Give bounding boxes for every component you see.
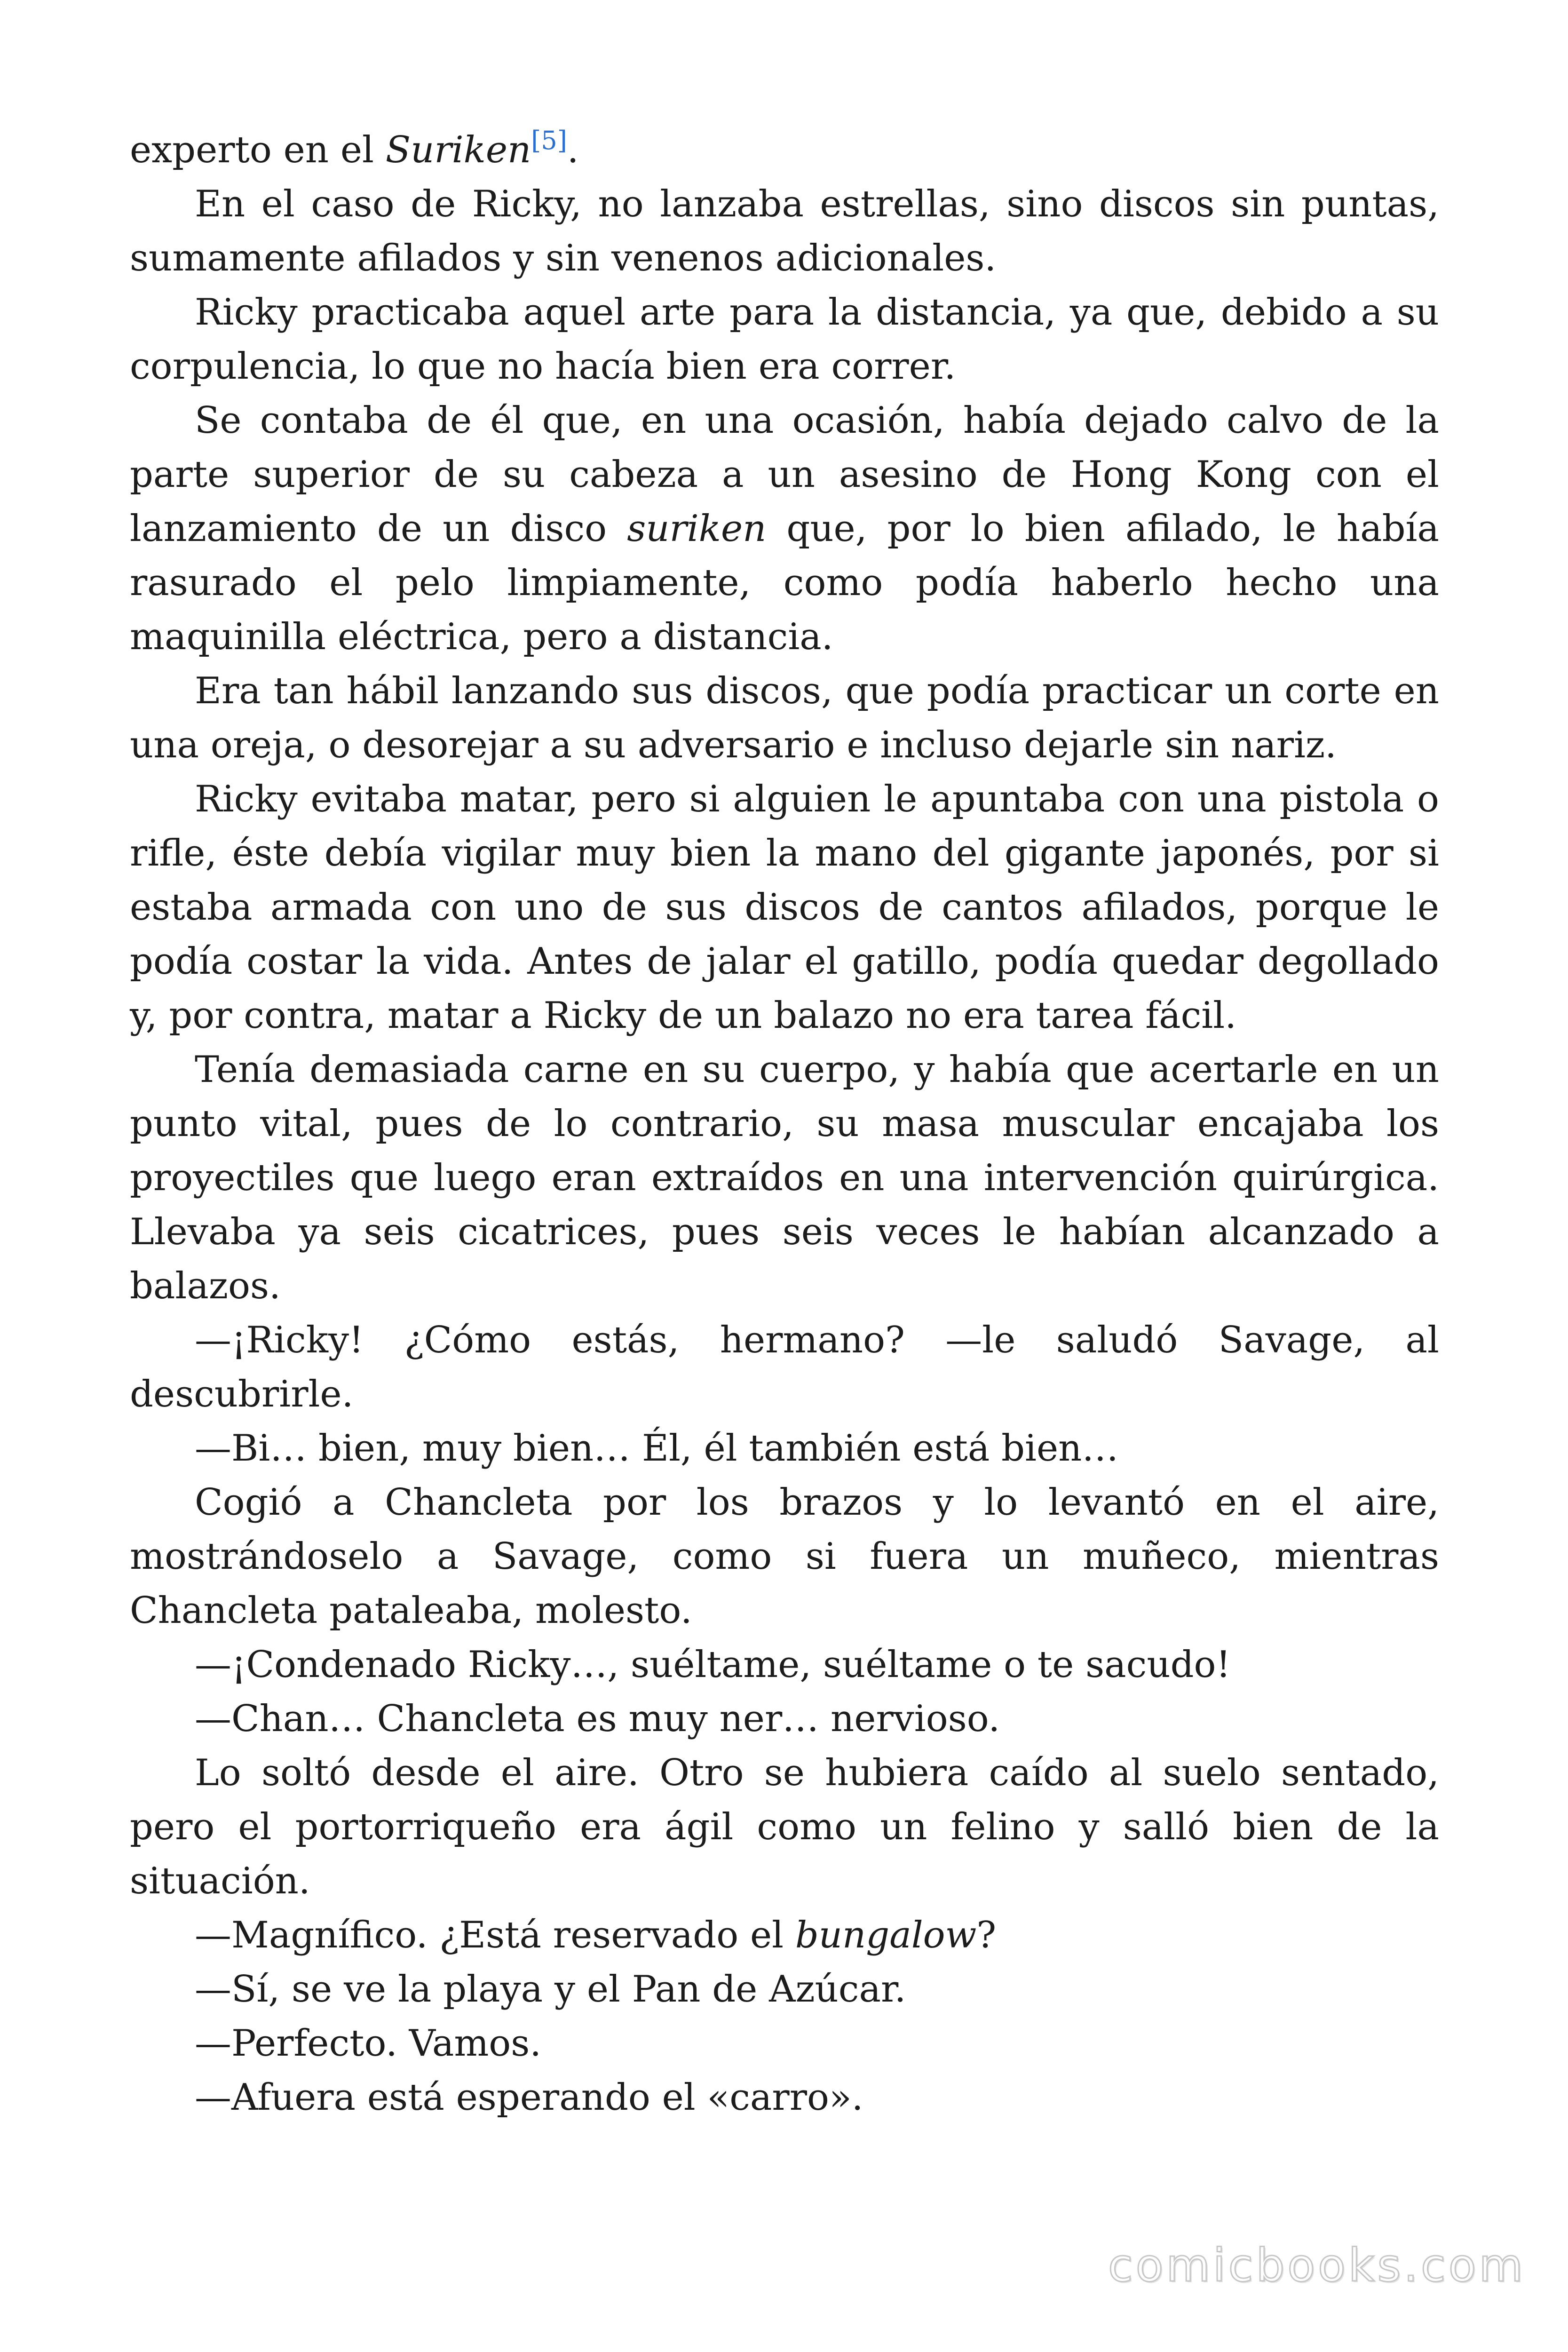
italic-term: Suriken xyxy=(385,129,531,171)
paragraph xyxy=(130,664,1439,772)
text-run: —Perfecto. Vamos. xyxy=(195,2022,542,2065)
text-run: —¡Ricky! ¿Cómo estás, hermano? —le saludó Savage, al descubrirle. xyxy=(130,1319,1439,1415)
paragraph xyxy=(130,1692,1439,1746)
text-run: experto en el xyxy=(130,129,386,171)
text-run: Tenía demasiada carne en su cuerpo, y había que acertarle en un punto vital, pues de lo contrario, su masa muscular encajaba los proyectiles que luego eran extraídos en una intervención quirúrgica. Llevaba ya seis cicatrices, pues seis veces le habían alcanzado a balazos. xyxy=(130,1049,1439,1307)
paragraph xyxy=(130,123,1439,177)
text-run: Cogió a Chancleta por los brazos y lo levantó en el aire, mostrándoselo a Savage, como si fuera un muñeco, mientras Chancleta pataleaba, molesto. xyxy=(130,1481,1439,1632)
paragraph xyxy=(130,2017,1439,2071)
text-run: —¡Condenado Ricky…, suéltame, suéltame o te sacudo! xyxy=(195,1644,1231,1686)
text-run: ? xyxy=(976,1914,997,1956)
paragraph xyxy=(130,394,1439,664)
text-run: En el caso de Ricky, no lanzaba estrellas, sino discos sin puntas, sumamente afilados y sin venenos adicionales. xyxy=(130,183,1439,279)
text-run: que, por lo bien afilado, le había rasurado el pelo limpiamente, como podía haberlo hecho una maquinilla eléctrica, pero a distancia. xyxy=(130,508,1440,658)
text-run: Lo soltó desde el aire. Otro se hubiera caído al suelo sentado, pero el portorriqueño era ágil como un felino y salló bien de la situación. xyxy=(130,1752,1439,1902)
text-run: —Sí, se ve la playa y el Pan de Azúcar. xyxy=(195,1968,906,2010)
text-run: . xyxy=(567,129,579,171)
text-run: Era tan hábil lanzando sus discos, que podía practicar un corte en una oreja, o desorejar a su adversario e incluso dejarle sin nariz. xyxy=(130,670,1439,766)
body-text xyxy=(130,123,1439,2125)
paragraph xyxy=(130,2071,1439,2125)
text-run: —Chan… Chancleta es muy ner… nervioso. xyxy=(195,1698,1000,1740)
italic-term: bungalow xyxy=(795,1914,977,1956)
paragraph xyxy=(130,1908,1439,1963)
paragraph xyxy=(130,1746,1439,1908)
paragraph xyxy=(130,177,1439,286)
paragraph xyxy=(130,1638,1439,1692)
paragraph xyxy=(130,1963,1439,2017)
text-run: Se contaba de él que, en una ocasión, había dejado calvo de la parte superior de su cabeza a un asesino de Hong Kong con el lanzamiento de un disco xyxy=(130,399,1439,550)
paragraph xyxy=(130,1043,1439,1313)
paragraph xyxy=(130,1422,1439,1476)
paragraph xyxy=(130,772,1439,1043)
text-run: —Bi… bien, muy bien… Él, él también está bien… xyxy=(195,1427,1119,1470)
paragraph xyxy=(130,1476,1439,1638)
text-run: —Afuera está esperando el «carro». xyxy=(195,2076,863,2119)
footnote-link[interactable]: [5] xyxy=(531,126,567,155)
italic-term: suriken xyxy=(627,508,767,550)
paragraph xyxy=(130,286,1439,394)
watermark: comicbooks.com xyxy=(1108,2239,1526,2292)
text-run: Ricky practicaba aquel arte para la distancia, ya que, debido a su corpulencia, lo que no hacía bien era correr. xyxy=(130,291,1439,388)
paragraph xyxy=(130,1313,1439,1422)
text-run: Ricky evitaba matar, pero si alguien le apuntaba con una pistola o rifle, éste debía vigilar muy bien la mano del gigante japonés, por si estaba armada con uno de sus discos de cantos afilados, porque le podía costar la vida. Antes de jalar el gatillo, podía quedar degollado y, por contra, matar a Ricky de un balazo no era tarea fácil. xyxy=(130,778,1439,1037)
text-run: —Magnífico. ¿Está reservado el xyxy=(195,1914,795,1956)
